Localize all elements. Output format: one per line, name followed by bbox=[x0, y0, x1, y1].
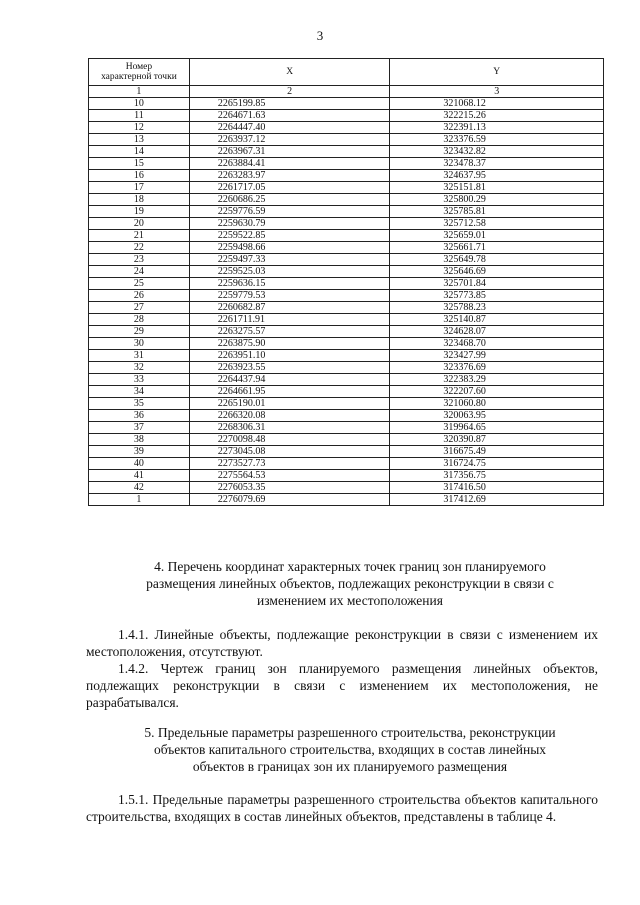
point-number-cell: 38 bbox=[89, 434, 190, 446]
y-coordinate-cell: 324637.95 bbox=[390, 170, 604, 182]
table-row bbox=[89, 134, 604, 146]
table-row bbox=[89, 386, 604, 398]
table-row bbox=[89, 350, 604, 362]
table-row bbox=[89, 254, 604, 266]
x-coordinate-cell: 2276079.69 bbox=[189, 494, 390, 506]
x-coordinate-cell: 2263275.57 bbox=[189, 326, 390, 338]
y-coordinate-cell: 325788.23 bbox=[390, 302, 604, 314]
table-row bbox=[89, 278, 604, 290]
y-coordinate-cell: 323376.69 bbox=[390, 362, 604, 374]
y-coordinate-cell: 325646.69 bbox=[390, 266, 604, 278]
x-coordinate-cell: 2259498.66 bbox=[189, 242, 390, 254]
y-coordinate-cell: 323427.99 bbox=[390, 350, 604, 362]
point-number-cell: 33 bbox=[89, 374, 190, 386]
point-number-cell: 39 bbox=[89, 446, 190, 458]
y-coordinate-cell: 325140.87 bbox=[390, 314, 604, 326]
x-coordinate-cell: 2259636.15 bbox=[189, 278, 390, 290]
y-coordinate-cell: 325659.01 bbox=[390, 230, 604, 242]
index-cell-1: 1 bbox=[89, 86, 190, 98]
section-5-title-line: 5. Предельные параметры разрешенного строительства, реконструкции bbox=[144, 725, 556, 740]
table-row bbox=[89, 122, 604, 134]
point-number-cell: 32 bbox=[89, 362, 190, 374]
point-number-cell: 11 bbox=[89, 110, 190, 122]
table-row bbox=[89, 206, 604, 218]
point-number-cell: 41 bbox=[89, 470, 190, 482]
y-coordinate-cell: 322383.29 bbox=[390, 374, 604, 386]
paragraph-1-5-1 bbox=[86, 791, 598, 825]
section-5-title-line: объектов в границах зон их планируемого размещения bbox=[192, 759, 508, 774]
x-coordinate-cell: 2263884.41 bbox=[189, 158, 390, 170]
y-coordinate-cell: 322391.13 bbox=[390, 122, 604, 134]
table-row bbox=[89, 218, 604, 230]
x-coordinate-cell: 2260686.25 bbox=[189, 194, 390, 206]
table-row bbox=[89, 230, 604, 242]
x-coordinate-cell: 2259776.59 bbox=[189, 206, 390, 218]
x-coordinate-cell: 2261717.05 bbox=[189, 182, 390, 194]
x-coordinate-cell: 2263283.97 bbox=[189, 170, 390, 182]
y-coordinate-cell: 325773.85 bbox=[390, 290, 604, 302]
table-header-row bbox=[89, 59, 604, 86]
coordinates-table bbox=[88, 58, 604, 506]
x-coordinate-cell: 2259497.33 bbox=[189, 254, 390, 266]
table-row bbox=[89, 98, 604, 110]
header-x: X bbox=[189, 59, 390, 86]
x-coordinate-cell: 2270098.48 bbox=[189, 434, 390, 446]
point-number-cell: 35 bbox=[89, 398, 190, 410]
point-number-cell: 13 bbox=[89, 134, 190, 146]
section-5-title-line: объектов капитального строительства, входящих в состав линейных bbox=[153, 742, 547, 757]
y-coordinate-cell: 322207.60 bbox=[390, 386, 604, 398]
table-row bbox=[89, 170, 604, 182]
header-point-number bbox=[89, 59, 190, 86]
point-number-cell: 23 bbox=[89, 254, 190, 266]
point-number-cell: 24 bbox=[89, 266, 190, 278]
point-number-cell: 34 bbox=[89, 386, 190, 398]
paragraph-1-4-1 bbox=[86, 626, 598, 660]
y-coordinate-cell: 325649.78 bbox=[390, 254, 604, 266]
x-coordinate-cell: 2261711.91 bbox=[189, 314, 390, 326]
x-coordinate-cell: 2273527.73 bbox=[189, 458, 390, 470]
table-row bbox=[89, 146, 604, 158]
table-row bbox=[89, 458, 604, 470]
point-number-cell: 15 bbox=[89, 158, 190, 170]
point-number-cell: 1 bbox=[89, 494, 190, 506]
table-body bbox=[89, 98, 604, 506]
index-cell-2: 2 bbox=[189, 86, 390, 98]
y-coordinate-cell: 317356.75 bbox=[390, 470, 604, 482]
table-row bbox=[89, 434, 604, 446]
x-coordinate-cell: 2265199.85 bbox=[189, 98, 390, 110]
y-coordinate-cell: 323376.59 bbox=[390, 134, 604, 146]
point-number-cell: 37 bbox=[89, 422, 190, 434]
section-4-title-line: 4. Перечень координат характерных точек границ зон планируемого bbox=[154, 559, 546, 574]
table-row bbox=[89, 338, 604, 350]
y-coordinate-cell: 320063.95 bbox=[390, 410, 604, 422]
y-coordinate-cell: 325701.84 bbox=[390, 278, 604, 290]
point-number-cell: 22 bbox=[89, 242, 190, 254]
y-coordinate-cell: 319964.65 bbox=[390, 422, 604, 434]
table-row bbox=[89, 194, 604, 206]
y-coordinate-cell: 325661.71 bbox=[390, 242, 604, 254]
point-number-cell: 21 bbox=[89, 230, 190, 242]
index-cell-3: 3 bbox=[390, 86, 604, 98]
x-coordinate-cell: 2266320.08 bbox=[189, 410, 390, 422]
point-number-cell: 29 bbox=[89, 326, 190, 338]
section-4-title-line: изменением их местоположения bbox=[257, 593, 443, 608]
x-coordinate-cell: 2259522.85 bbox=[189, 230, 390, 242]
table-row bbox=[89, 314, 604, 326]
paragraph-1-4-2-text: 1.4.2. Чертеж границ зон планируемого размещения линейных объектов, подлежащих реконструкции в связи с изменением их местоположения, не разрабатывался. bbox=[86, 661, 598, 710]
table-row bbox=[89, 326, 604, 338]
section-4-title bbox=[100, 558, 600, 609]
x-coordinate-cell: 2264661.95 bbox=[189, 386, 390, 398]
y-coordinate-cell: 317412.69 bbox=[390, 494, 604, 506]
header-y: Y bbox=[390, 59, 604, 86]
x-coordinate-cell: 2259525.03 bbox=[189, 266, 390, 278]
table-index-row bbox=[89, 86, 604, 98]
y-coordinate-cell: 317416.50 bbox=[390, 482, 604, 494]
point-number-cell: 27 bbox=[89, 302, 190, 314]
table-row bbox=[89, 482, 604, 494]
header-point-line1: Номер bbox=[125, 62, 153, 72]
section-5-title bbox=[100, 724, 600, 775]
table-row bbox=[89, 290, 604, 302]
y-coordinate-cell: 323432.82 bbox=[390, 146, 604, 158]
header-point-line2: характерной точки bbox=[101, 72, 177, 82]
y-coordinate-cell: 321060.80 bbox=[390, 398, 604, 410]
y-coordinate-cell: 321068.12 bbox=[390, 98, 604, 110]
y-coordinate-cell: 323468.70 bbox=[390, 338, 604, 350]
point-number-cell: 25 bbox=[89, 278, 190, 290]
x-coordinate-cell: 2263875.90 bbox=[189, 338, 390, 350]
y-coordinate-cell: 316675.49 bbox=[390, 446, 604, 458]
x-coordinate-cell: 2260682.87 bbox=[189, 302, 390, 314]
table-row bbox=[89, 422, 604, 434]
x-coordinate-cell: 2263937.12 bbox=[189, 134, 390, 146]
x-coordinate-cell: 2276053.35 bbox=[189, 482, 390, 494]
section-4-title-line: размещения линейных объектов, подлежащих реконструкции в связи с bbox=[146, 576, 554, 591]
x-coordinate-cell: 2268306.31 bbox=[189, 422, 390, 434]
page-number: 3 bbox=[316, 28, 324, 43]
table-row bbox=[89, 374, 604, 386]
paragraph-1-4-2 bbox=[86, 660, 598, 711]
table-row bbox=[89, 302, 604, 314]
table-row bbox=[89, 446, 604, 458]
y-coordinate-cell: 324628.07 bbox=[390, 326, 604, 338]
y-coordinate-cell: 322215.26 bbox=[390, 110, 604, 122]
table-row bbox=[89, 158, 604, 170]
table-row bbox=[89, 266, 604, 278]
table-row bbox=[89, 410, 604, 422]
x-coordinate-cell: 2265190.01 bbox=[189, 398, 390, 410]
point-number-cell: 42 bbox=[89, 482, 190, 494]
point-number-cell: 26 bbox=[89, 290, 190, 302]
x-coordinate-cell: 2259779.53 bbox=[189, 290, 390, 302]
point-number-cell: 28 bbox=[89, 314, 190, 326]
table-row bbox=[89, 398, 604, 410]
point-number-cell: 40 bbox=[89, 458, 190, 470]
point-number-cell: 20 bbox=[89, 218, 190, 230]
x-coordinate-cell: 2264671.63 bbox=[189, 110, 390, 122]
y-coordinate-cell: 325800.29 bbox=[390, 194, 604, 206]
point-number-cell: 12 bbox=[89, 122, 190, 134]
y-coordinate-cell: 325785.81 bbox=[390, 206, 604, 218]
table-row bbox=[89, 110, 604, 122]
x-coordinate-cell: 2264437.94 bbox=[189, 374, 390, 386]
x-coordinate-cell: 2264447.40 bbox=[189, 122, 390, 134]
table-row bbox=[89, 182, 604, 194]
x-coordinate-cell: 2263923.55 bbox=[189, 362, 390, 374]
x-coordinate-cell: 2263951.10 bbox=[189, 350, 390, 362]
y-coordinate-cell: 325151.81 bbox=[390, 182, 604, 194]
y-coordinate-cell: 323478.37 bbox=[390, 158, 604, 170]
point-number-cell: 17 bbox=[89, 182, 190, 194]
table-row bbox=[89, 470, 604, 482]
point-number-cell: 14 bbox=[89, 146, 190, 158]
point-number-cell: 16 bbox=[89, 170, 190, 182]
point-number-cell: 36 bbox=[89, 410, 190, 422]
table-row bbox=[89, 494, 604, 506]
point-number-cell: 31 bbox=[89, 350, 190, 362]
x-coordinate-cell: 2263967.31 bbox=[189, 146, 390, 158]
y-coordinate-cell: 316724.75 bbox=[390, 458, 604, 470]
paragraph-1-4-1-text: 1.4.1. Линейные объекты, подлежащие реконструкции в связи с изменением их местоположения, отсутствуют. bbox=[86, 627, 598, 659]
x-coordinate-cell: 2275564.53 bbox=[189, 470, 390, 482]
y-coordinate-cell: 320390.87 bbox=[390, 434, 604, 446]
point-number-cell: 30 bbox=[89, 338, 190, 350]
point-number-cell: 18 bbox=[89, 194, 190, 206]
x-coordinate-cell: 2259630.79 bbox=[189, 218, 390, 230]
table-row bbox=[89, 242, 604, 254]
x-coordinate-cell: 2273045.08 bbox=[189, 446, 390, 458]
point-number-cell: 19 bbox=[89, 206, 190, 218]
table-row bbox=[89, 362, 604, 374]
point-number-cell: 10 bbox=[89, 98, 190, 110]
paragraph-1-5-1-text: 1.5.1. Предельные параметры разрешенного строительства объектов капитального строительства, входящих в состав линейных объектов, представлены в таблице 4. bbox=[86, 792, 598, 824]
y-coordinate-cell: 325712.58 bbox=[390, 218, 604, 230]
